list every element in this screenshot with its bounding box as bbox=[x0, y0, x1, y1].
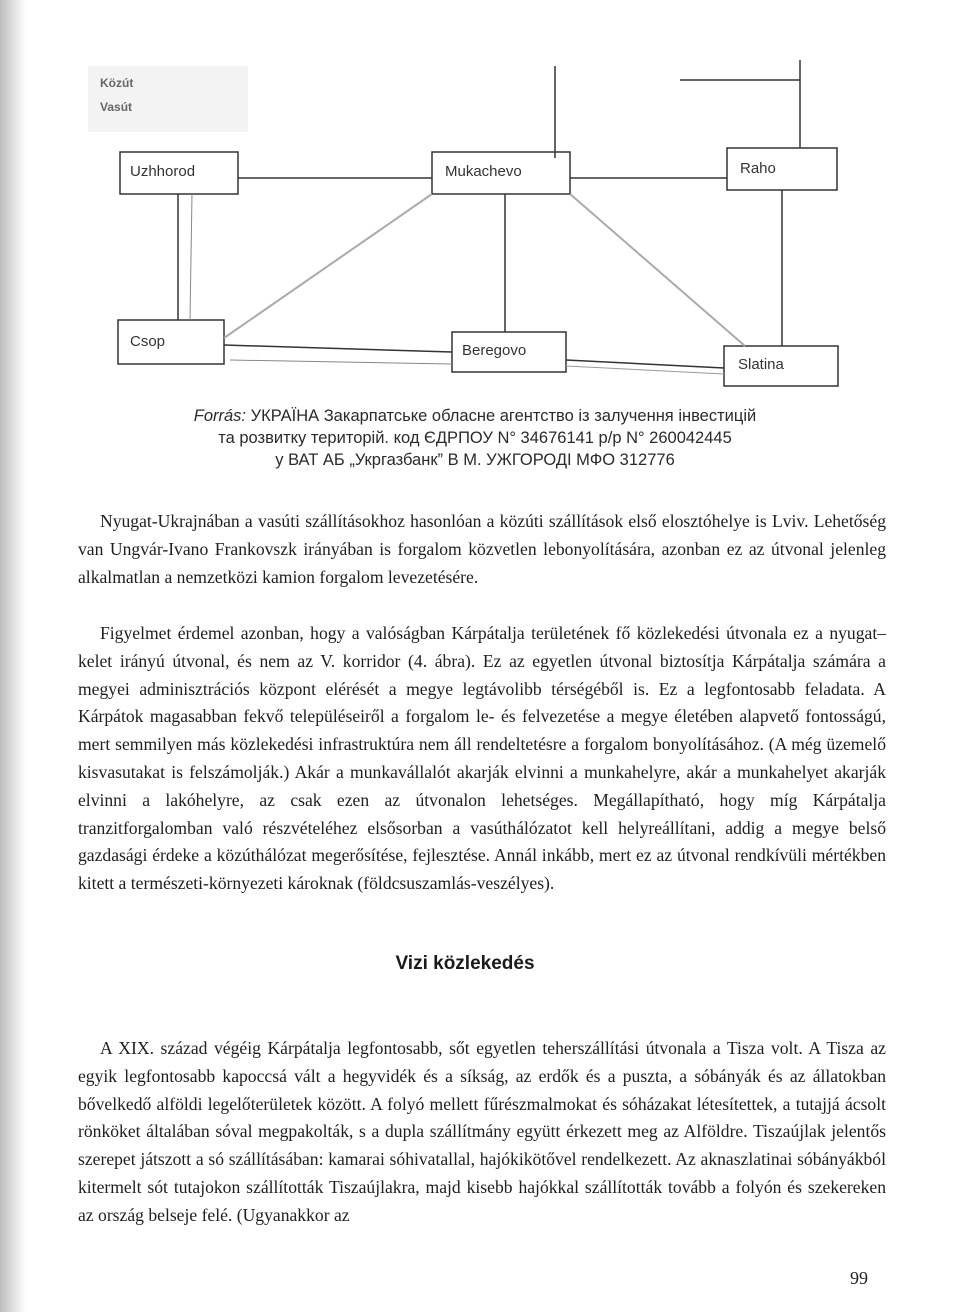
source-line-3: у ВАТ АБ „Укргазбанк” В М. УЖГОРОДІ МФО 312776 bbox=[275, 451, 675, 469]
paragraph-water-transport: A XIX. század végéig Kárpátalja legfontosabb, sőt egyetlen teherszállítási útvonala a Tisza volt. A Tisza az egyik legfontosabb kapoccsá vált a hegyvidék és a síkság, az erdők és a puszta, a sóbányák és az állatokban bővelkedő alföldi legelőterületek között. A folyó mellett fűrészmalmokat és sóházakat létesítettek, a tutajjá ácsolt rönköket általában sóval megpakolták, s a dupla szállítmány együtt érkezett meg az Alföldre. Tiszaújlak jelentős szerepet játszott a só szállításában: kamarai sóhivatallal, hajókikötővel rendelkezett. Az aknaszlatinai sóbányákból kitermelt sót tutajokon szállították Tiszaújlakra, majd kisebb hajókkal szállították tovább a folyón és szekereken az ország belseje felé. (Ugyanakkor az bbox=[78, 1038, 886, 1225]
section-heading: Vizi közlekedés bbox=[395, 953, 535, 974]
figure-source bbox=[125, 405, 825, 471]
diagram-legend bbox=[88, 66, 248, 132]
town-label-uzhhorod: Uzhhorod bbox=[130, 163, 196, 180]
paragraph-road-distribution: Nyugat-Ukrajnában a vasúti szállításokhoz hasonlóan a közúti szállítások első elosztóhelye is Lviv. Lehetőség van Ungvár-Ivano Frankovszk irányában is forgalom közvetlen lebonyolítására, azonban ez az útvonal jelenleg alkalmatlan a nemzetközi kamion forgalom levezetésére. bbox=[78, 511, 886, 587]
rail-mukachevo-slatina bbox=[570, 194, 745, 346]
road-csop-beregovo bbox=[224, 345, 452, 352]
town-label-slatina: Slatina bbox=[738, 356, 784, 373]
legend-road-label: Közút bbox=[100, 76, 134, 90]
town-label-mukachevo: Mukachevo bbox=[445, 163, 522, 180]
page-number: 99 bbox=[850, 1268, 868, 1288]
source-text-1: УКРАЇНА Закарпатське обласне агентство із залучення інвестицій bbox=[250, 407, 757, 425]
source-line-1 bbox=[125, 405, 825, 427]
rail-csop-mukachevo bbox=[224, 194, 432, 338]
town-label-beregovo: Beregovo bbox=[462, 342, 527, 359]
source-line-2: та розвитку територій. код ЄДРПОУ N° 34676141 р/р N° 260042445 bbox=[218, 429, 732, 447]
rail-uzhhorod-csop bbox=[190, 194, 192, 320]
transport-network-diagram bbox=[0, 0, 960, 400]
source-label: Forrás: bbox=[193, 407, 247, 425]
legend-rail-label: Vasút bbox=[100, 100, 133, 114]
rail-csop-beregovo bbox=[230, 360, 452, 364]
paragraph-main-route: Figyelmet érdemel azonban, hogy a valóságban Kárpátalja területének fő közlekedési útvonala ez a nyugat–kelet irányú útvonal, és nem az V. korridor (4. ábra). Ez az egyetlen útvonal biztosítja Kárpátalja számára a megyei adminisztrációs központ elérését a megye legtávolibb térségéből is. Ez a legfontosabb feladata. A Kárpátok magasabban fekvő településeiről a forgalom le- és felvezetése a megye életében alapvető fontosságú, mert semmilyen más közlekedési infrastruktúra nem áll rendeltetésre a forgalom bonyolításához. (A még üzemelő kisvasutakat is felszámolják.) Akár a munkavállalót akarják elvinni a munkahelyre, akár a munkahelyet akarják elvinni a lakóhelyre, az csak ezen az útvonalon lehetséges. Megállapítható, hogy míg Kárpátalja tranzitforgalomban való részvételéhez elsősorban a vasúthálózatot kell helyreállítani, addig a megye belső gazdasági érdeke a közúthálózat megerősítése, fejlesztése. Annál inkább, mert ez az útvonal rendkívüli mértékben kitett a természeti-környezeti károknak (földcsuszamlás-veszélyes). bbox=[78, 623, 886, 894]
town-label-raho: Raho bbox=[740, 160, 776, 177]
town-label-csop: Csop bbox=[130, 333, 166, 350]
